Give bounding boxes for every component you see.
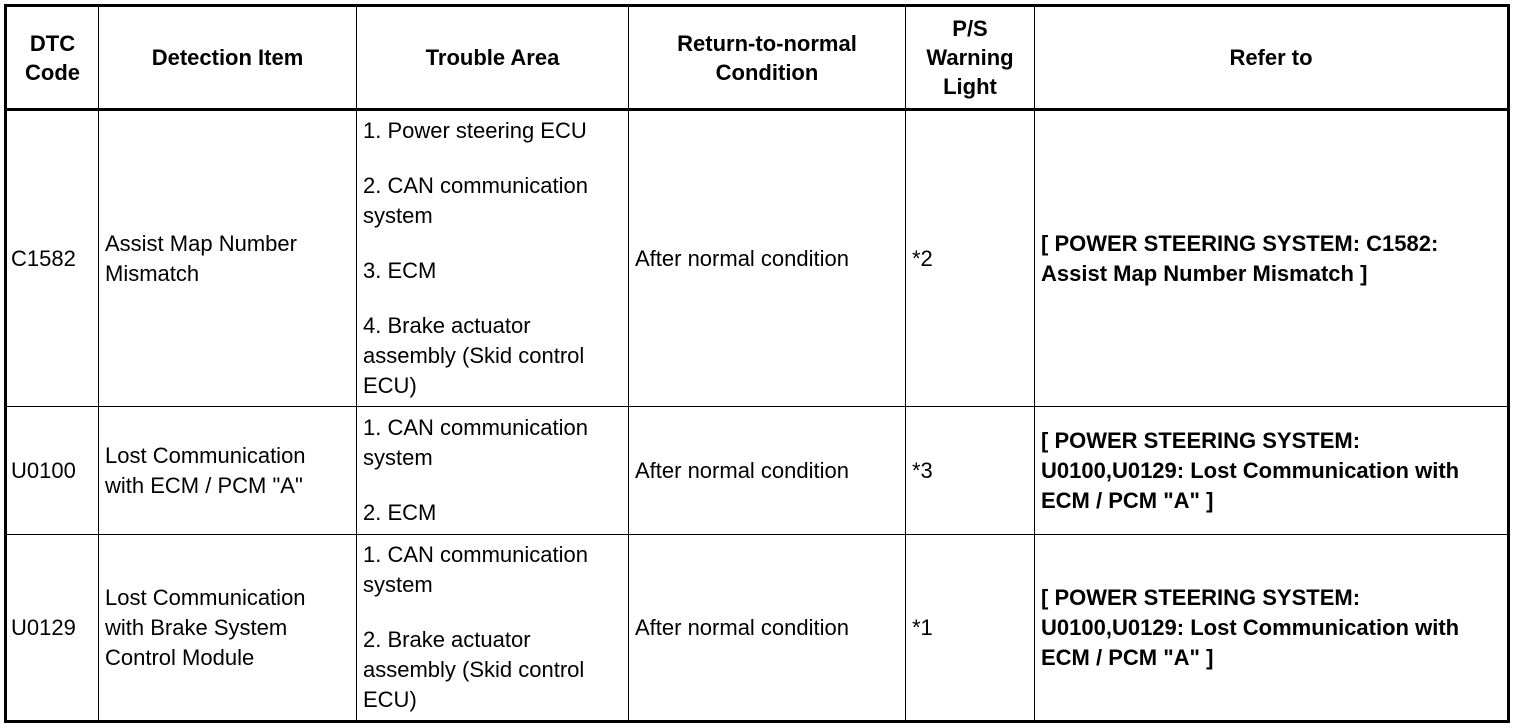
header-trouble-area: Trouble Area — [357, 7, 629, 110]
trouble-area-cell — [357, 407, 629, 535]
return-condition-cell: After normal condition — [629, 535, 906, 721]
detection-item-cell: Lost Communication with Brake System Control Module — [99, 535, 357, 721]
header-ps-warning-light: P/S Warning Light — [906, 7, 1035, 110]
detection-item-cell: Assist Map Number Mismatch — [99, 110, 357, 407]
dtc-code-cell: U0129 — [7, 535, 99, 721]
ps-warning-light-cell: *2 — [906, 110, 1035, 407]
return-condition-cell: After normal condition — [629, 110, 906, 407]
ps-warning-light-cell: *1 — [906, 535, 1035, 721]
detection-item-cell: Lost Communication with ECM / PCM "A" — [99, 407, 357, 535]
refer-to-link[interactable]: [ POWER STEERING SYSTEM: C1582: Assist Map Number Mismatch ] — [1035, 110, 1508, 407]
return-condition-cell: After normal condition — [629, 407, 906, 535]
ps-warning-light-cell: *3 — [906, 407, 1035, 535]
dtc-table — [6, 6, 1508, 721]
header-return-condition: Return-to-normal Condition — [629, 7, 906, 110]
header-detection-item: Detection Item — [99, 7, 357, 110]
header-dtc-code: DTC Code — [7, 7, 99, 110]
trouble-area-item: 1. CAN communication system — [363, 415, 588, 470]
header-row — [7, 7, 1508, 110]
trouble-area-item: 3. ECM — [363, 258, 437, 283]
trouble-area-item: 1. Power steering ECU — [363, 118, 587, 143]
trouble-area-item: 4. Brake actuator assembly (Skid control ECU) — [363, 313, 585, 398]
table-row — [7, 535, 1508, 721]
trouble-area-item: 2. Brake actuator assembly (Skid control ECU) — [363, 627, 585, 712]
trouble-area-item: 2. ECM — [363, 500, 437, 525]
dtc-code-cell: C1582 — [7, 110, 99, 407]
dtc-code-cell: U0100 — [7, 407, 99, 535]
table-row — [7, 110, 1508, 407]
header-refer-to: Refer to — [1035, 7, 1508, 110]
refer-to-link[interactable]: [ POWER STEERING SYSTEM: U0100,U0129: Lost Communication with ECM / PCM "A" ] — [1035, 407, 1508, 535]
refer-to-link[interactable]: [ POWER STEERING SYSTEM: U0100,U0129: Lost Communication with ECM / PCM "A" ] — [1035, 535, 1508, 721]
trouble-area-item: 2. CAN communication system — [363, 173, 588, 228]
trouble-area-cell — [357, 535, 629, 721]
table-row — [7, 407, 1508, 535]
trouble-area-cell — [357, 110, 629, 407]
trouble-area-item: 1. CAN communication system — [363, 542, 588, 597]
